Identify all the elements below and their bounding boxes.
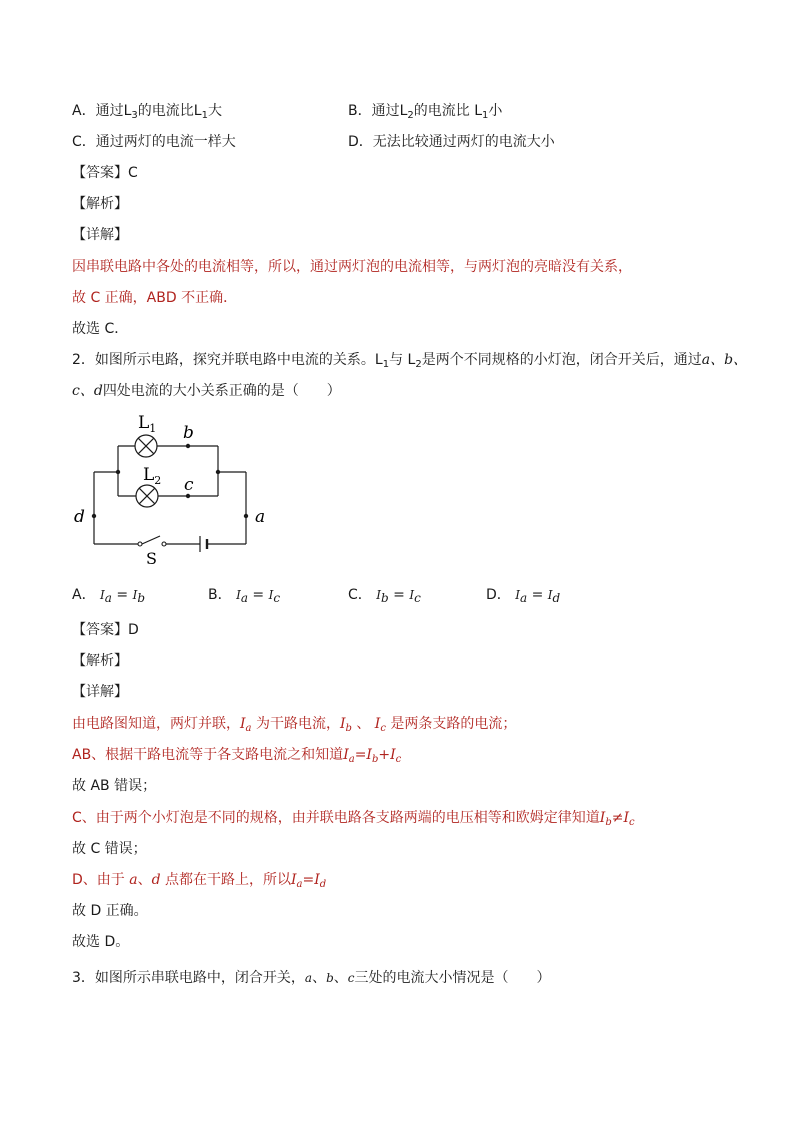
q2-stem-line-1: 2．如图所示电路，探究并联电路中电流的关系。$L_1$与 $L_2$是两个不同规格的小灯泡，闭合开关后，通过a、b、 <box>72 352 748 370</box>
q1-option-d: D．无法比较通过两灯的电流大小 <box>348 134 555 150</box>
q2-explanation-3: 故 AB 错误； <box>72 778 157 794</box>
q3-stem: 3．如图所示串联电路中，闭合开关，a、b、c三处的电流大小情况是（ ） <box>72 970 551 986</box>
label-switch-s: S <box>146 549 157 568</box>
q2-option-c: C． Ib = Ic <box>348 587 421 605</box>
q2-option-d: D． Ia = Id <box>486 587 561 605</box>
q1-explanation-2: 故 C 正确，ABD 不正确． <box>72 290 238 306</box>
q1-answer: 【答案】C <box>72 165 138 181</box>
junction-right <box>216 470 220 474</box>
switch-contact-right <box>162 542 166 546</box>
q1-final-choice: 故选 C． <box>72 321 129 337</box>
label-a: a <box>255 507 266 527</box>
label-l2: $L_2$ <box>143 465 162 487</box>
lamp-l2-icon <box>136 485 158 507</box>
label-l1: $L_1$ <box>138 413 157 435</box>
q1-detail-label: 【详解】 <box>72 227 128 243</box>
q2-detail-label: 【详解】 <box>72 684 128 700</box>
label-c: c <box>184 475 194 495</box>
q2-answer: 【答案】D <box>72 622 139 638</box>
q1-option-a: A．通过$L_3$的电流比$L_1$大 <box>72 103 222 121</box>
q2-option-b: B． Ia = Ic <box>208 587 281 605</box>
lamp-l1-icon <box>135 435 157 457</box>
q2-explanation-6: D、由于 a、d 点都在干路上，所以$I_a=I_d$ <box>72 872 327 890</box>
q1-explanation-1: 因串联电路中各处的电流相等，所以，通过两灯泡的电流相等，与两灯泡的亮暗没有关系， <box>72 259 632 275</box>
switch-contact-left <box>138 542 142 546</box>
q2-stem-line-2: c、d四处电流的大小关系正确的是（ ） <box>72 383 341 399</box>
q2-final-choice: 故选 D。 <box>72 934 130 950</box>
q2-explanation-4: C、由于两个小灯泡是不同的规格，由并联电路各支路两端的电压相等和欧姆定律知道$I_b\ne I_c$ <box>72 810 635 828</box>
point-d <box>92 514 96 518</box>
parallel-circuit-diagram <box>68 408 278 568</box>
q2-explanation-7: 故 D 正确。 <box>72 903 148 919</box>
point-b <box>186 444 190 448</box>
label-d: d <box>74 507 85 527</box>
label-b: b <box>183 423 194 443</box>
q1-option-c: C．通过两灯的电流一样大 <box>72 134 236 150</box>
q2-explanation-1: 由电路图知道，两灯并联，$I_a$ 为干路电流，$I_b$ 、 $I_c$ 是两条支路的电流； <box>72 716 517 734</box>
q2-explanation-5: 故 C 错误； <box>72 841 147 857</box>
q2-explanation-2: AB、根据干路电流等于各支路电流之和知道$I_a=I_b+I_c$ <box>72 747 402 765</box>
q1-analysis-label: 【解析】 <box>72 196 128 212</box>
q2-option-a: A． Ia = Ib <box>72 587 146 605</box>
junction-left <box>116 470 120 474</box>
q1-option-b: B．通过$L_2$的电流比 $L_1$小 <box>348 103 503 121</box>
point-a <box>244 514 248 518</box>
q2-analysis-label: 【解析】 <box>72 653 128 669</box>
